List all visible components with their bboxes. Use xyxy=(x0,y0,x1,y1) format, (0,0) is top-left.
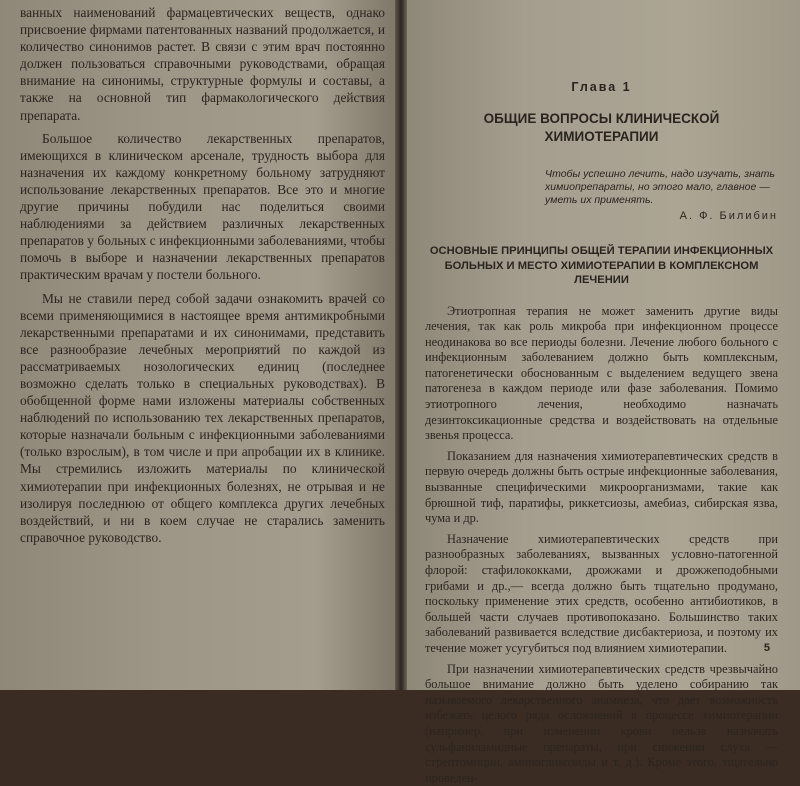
right-paragraph-4: При назначении химиотерапевтических средств чрезвычайно большое внимание должно быть уделено собиранию так называемого лекарственного анамнеза, что дает возможность избежать целого ряда осложнений в процессе химиотерапии (например, при изменении крови нельзя назначать сульфаниламидные препараты, при снижении слуха — стрептомицин, аминогликозиды и т. д.). Кроме этого, тщательно проведен- xyxy=(425,661,778,785)
section-title: ОСНОВНЫЕ ПРИНЦИПЫ ОБЩЕЙ ТЕРАПИИ ИНФЕКЦИОННЫХ БОЛЬНЫХ И МЕСТО ХИМИОТЕРАПИИ В КОМПЛЕКСНОМ ЛЕЧЕНИИ xyxy=(429,245,774,286)
page-number: 5 xyxy=(763,642,770,654)
left-paragraph-2: Большое количество лекарственных препаратов, имеющихся в клиническом арсенале, трудность выбора для назначения их каждому конкретному больному затрудняют использование лекарственных препаратов. Все это и многие другие причины побудили нас поделиться своими наблюдениями за действием различных лекарственных препаратов у больных с инфекционными заболеваниями, чтобы помочь в выборе и назначении лекарственных препаратов практическим врачам у постели больного. xyxy=(20,130,385,283)
left-paragraph-3: Мы не ставили перед собой задачи ознакомить врачей со всеми применяющимися в настоящее время антимикробными лекарственными препаратами и их синонимами, представить все разнообразие лечебных мероприятий по каждой из рассматриваемых нозологических единиц (последнее возможно сделать только в специальных руководствах). В обобщенной форме нами изложены материалы собственных наблюдений по использованию тех лекарственных препаратов, которые назначали больным с инфекционными заболеваниями (только взрослым), в том числе и при апробации их в клинике. Мы стремились изложить материалы по клинической химиотерапии при инфекционных болезнях, не отрывая и не изолируя последнюю от общего комплекса других лечебных воздействий, и ни в коем случае не старались заменить справочное руководство. xyxy=(20,290,385,545)
right-paragraph-2: Показанием для назначения химиотерапевтических средств в первую очередь должны быть острые инфекционные заболевания, вызванные специфическими микроорганизмами, такие как брюшной тиф, паратифы, риккетсиозы, амебиаз, сибирская язва, чума и др. xyxy=(425,448,778,526)
chapter-number: Глава 1 xyxy=(571,80,632,94)
epigraph: Чтобы успешно лечить, надо изучать, знать химиопрепараты, но этого мало, главное — уметь их применять. xyxy=(545,168,775,206)
epigraph-author: А. Ф. Билибин xyxy=(679,210,778,222)
right-paragraph-1: Этиотропная терапия не может заменить другие виды лечения, так как роль микроба при инфекционном процессе неодинакова во все периоды болезни. Лечение любого больного с инфекционным заболеванием должно быть комплексным, патогенетически обоснованным с выделением ведущего звена патогенеза в каждом периоде или фазе заболевания. Помимо этиотропного лечения, необходимо назначать дезинтоксикационные средства и воздействовать на отдельные звенья процесса. xyxy=(425,303,778,443)
right-paragraph-3: Назначение химиотерапевтических средств при разнообразных заболеваниях, вызванных условно-патогенной флорой: стафилококками, дрожжами и дрожжеподобными грибами и др.,— всегда должно быть тщательно продумано, поскольку применение этих средств, особенно антибиотиков, в большей части случаев противопоказано. Большинство таких заболеваний развивается вследствие дисбактериоза, и поэтому их течение может усугубиться под влиянием химиотерапии. xyxy=(425,531,778,655)
book-gutter xyxy=(395,0,407,690)
chapter-title: ОБЩИЕ ВОПРОСЫ КЛИНИЧЕСКОЙ ХИМИОТЕРАПИИ xyxy=(483,111,720,144)
left-paragraph-1: ванных наименований фармацевтических веществ, однако присвоение фирмами патентованных названий продолжается, и количество синонимов растет. В связи с этим врач постоянно должен пользоваться справочными руководствами, обращая внимание на синонимы, структурные формулы и составы, а также на основной тип фармакологического действия препарата. xyxy=(20,5,385,123)
left-page xyxy=(0,0,395,690)
right-page xyxy=(407,0,800,785)
